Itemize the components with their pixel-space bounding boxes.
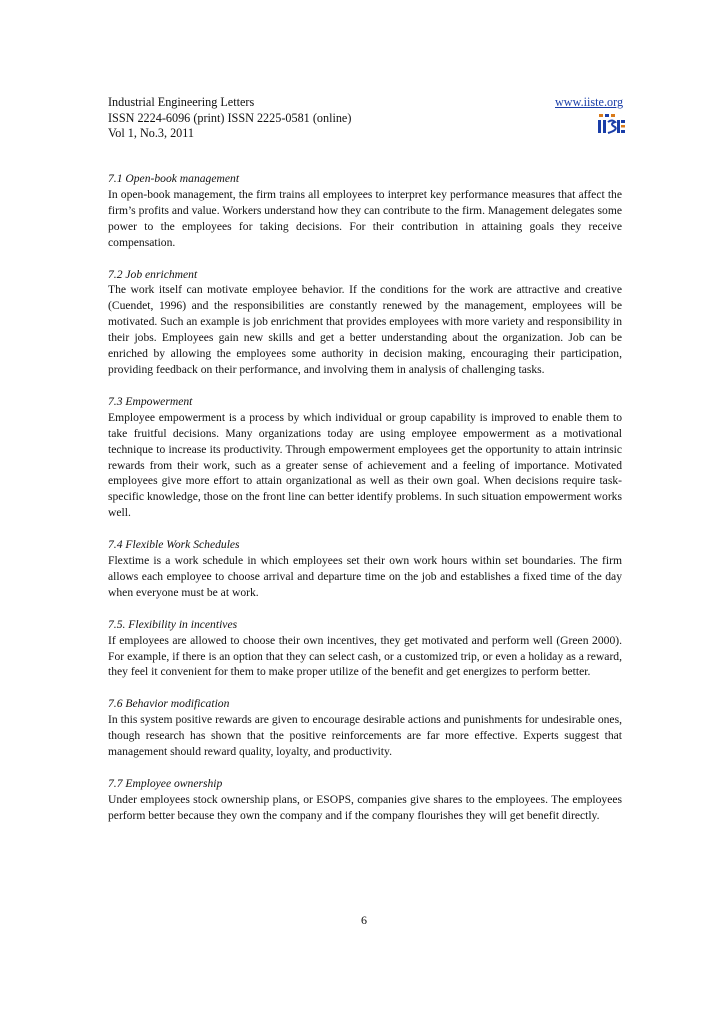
section-paragraph: Under employees stock ownership plans, or ESOPS, companies give shares to the employees. The employees perform better because they own the company and if the company flourishes they will get benefit directly.	[108, 792, 622, 822]
issn-line: ISSN 2224-6096 (print) ISSN 2225-0581 (online)	[108, 110, 352, 125]
section-heading: 7.4 Flexible Work Schedules	[108, 538, 240, 552]
section-flexibility-in-incentives	[108, 617, 622, 681]
section-paragraph: Employee empowerment is a process by which individual or group capability is improved to enable them to take fruitful decisions. Many organizations today are using employee empowerment as a motivational technique to increase its productivity. Through empowerment employees get the opportunity to attain intrinsic rewards from their work, such as a greater sense of achievement and a feeling of importance. Motivated employees give more effort to attain organizational as well as their own goal. When decisions require task-specific knowledge, those on the front line can better identify problems. In such situation empowerment works well.	[108, 410, 622, 520]
section-heading: 7.2 Job enrichment	[108, 267, 198, 281]
section-paragraph: In open-book management, the firm trains all employees to interpret key performance measures that affect the firm’s profits and value. Workers understand how they can contribute to the firm. Management delegates some power to the employees for taking decisions. For their contribution in attaining goals they receive compensation.	[108, 187, 622, 249]
section-heading: 7.5. Flexibility in incentives	[108, 617, 238, 631]
section-paragraph: The work itself can motivate employee behavior. If the conditions for the work are attractive and creative (Cuendet, 1996) and the responsibilities are constantly renewed by the management, employees will be motivated. Such an example is job enrichment that provides employees with more variety and responsibility in their jobs. Employees gain new skills and get a better understanding about the organization. Job can be enriched by allowing the employees some authority in decision making, encouraging their participation, providing feedback on their performance, and involving them in analysis of challenging tasks.	[108, 283, 622, 376]
section-paragraph: If employees are allowed to choose their own incentives, they get motivated and perform well (Green 2000). For example, if there is an option that they can select cash, or a customized trip, or even a holiday as a reward, they feel it convenient for them to make proper utilize of the benefit and get energizes to perform better.	[108, 633, 622, 679]
section-heading: 7.1 Open-book management	[108, 172, 240, 185]
volume-line: Vol 1, No.3, 2011	[108, 126, 194, 140]
article-body	[108, 171, 622, 840]
section-job-enrichment	[108, 267, 622, 378]
running-header	[108, 95, 628, 142]
journal-title: Industrial Engineering Letters	[108, 95, 255, 109]
section-flexible-work-schedules	[108, 537, 622, 601]
section-employee-ownership	[108, 776, 622, 824]
section-paragraph: Flextime is a work schedule in which employees set their own work hours within set boundaries. The firm allows each employee to choose arrival and departure time on the job and establishes a fixed time of the day when everyone must be at work.	[108, 554, 622, 599]
section-heading: 7.3 Empowerment	[108, 394, 193, 408]
section-behavior-modification	[108, 696, 622, 760]
page-number: 6	[361, 913, 367, 927]
section-heading: 7.6 Behavior modification	[108, 697, 230, 711]
journal-url-link[interactable]: www.iiste.org	[555, 95, 624, 109]
section-paragraph: In this system positive rewards are given to encourage desirable actions and punishments for undesirable ones, though research has shown that the positive reinforcements are far more effective. Experts suggest that management should reward quality, loyalty, and productivity.	[108, 713, 622, 759]
section-empowerment	[108, 394, 622, 521]
section-open-book-management	[108, 171, 622, 251]
iiste-logo	[596, 113, 626, 135]
section-heading: 7.7 Employee ownership	[108, 777, 223, 790]
